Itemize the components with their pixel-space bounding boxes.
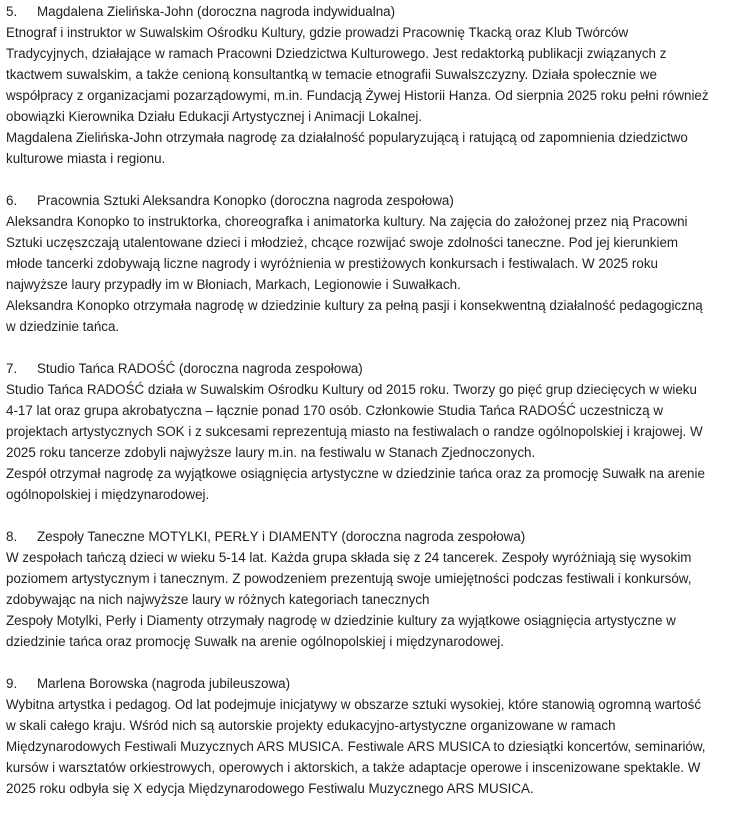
entry-text-line: kursów i warsztatów orkiestrowych, operowych i aktorskich, a także adaptacje operowe i inscenizowane spektakle. W: [6, 760, 701, 775]
entry-text-line: w dziedzinie tańca.: [6, 319, 120, 334]
entry-text-line: W zespołach tańczą dzieci w wieku 5-14 lat. Każda grupa składa się z 24 tancerek. Zespoły wyróżniają się wysokim: [6, 550, 692, 565]
entry-number: 5.: [6, 4, 18, 19]
entry-text-line: poziomem artystycznym i tanecznym. Z powodzeniem prezentują swoje umiejętności podczas festiwali i konkursów,: [6, 571, 692, 586]
entry-text-line: Aleksandra Konopko otrzymała nagrodę w dziedzinie kultury za pełną pasji i konsekwentną działalność pedagogiczną: [6, 298, 703, 313]
entry-text-line: Wybitna artystka i pedagog. Od lat podejmuje inicjatywy w obszarze sztuki wysokiej, które stanowią ogromną wartość: [6, 697, 702, 712]
entry-number: 6.: [6, 193, 18, 208]
award-entry: [6, 526, 746, 652]
entry-text-line: Studio Tańca RADOŚĆ działa w Suwalskim Ośrodku Kultury od 2015 roku. Tworzy go pięć grup dziecięcych w wieku: [6, 382, 697, 397]
entry-text-line: Sztuki uczęszczają utalentowane dzieci i młodzież, chcące rozwijać swoje zdolności taneczne. Pod jej kierunkiem: [6, 235, 679, 250]
entry-number: 7.: [6, 361, 18, 376]
entry-number: 9.: [6, 676, 18, 691]
entry-text-line: projektach artystycznych SOK i z sukcesami reprezentują miasto na festiwalach o randze ogólnopolskiej i krajowej. W: [6, 424, 703, 439]
entry-text-line: Zespoły Motylki, Perły i Diamenty otrzymały nagrodę w dziedzinie kultury za wyjątkowe osiągnięcia artystyczne w: [6, 613, 676, 628]
entry-text-line: ogólnopolskiej i międzynarodowej.: [6, 487, 210, 502]
entry-title: Studio Tańca RADOŚĆ (doroczna nagroda zespołowa): [37, 361, 363, 376]
entry-heading: [6, 1, 746, 22]
entry-text-line: tkactwem suwalskim, a także cenioną konsultantką w temacie etnografii Suwalszczyzny. Działa społecznie we: [6, 67, 657, 82]
entry-text-line: obowiązki Kierownika Działu Edukacji Artystycznej i Animacji Lokalnej.: [6, 109, 423, 124]
entry-text-line: Magdalena Zielińska-John otrzymała nagrodę za działalność popularyzującą i ratującą od zapomnienia dziedzictwo: [6, 130, 688, 145]
entry-heading: [6, 358, 746, 379]
entry-text-line: najwyższe laury przypadły im w Błoniach, Markach, Legionowie i Suwałkach.: [6, 277, 461, 292]
award-entry: [6, 190, 746, 337]
entry-text-line: zdobywając na nich najwyższe laury w różnych kategoriach tanecznych: [6, 592, 430, 607]
entry-text-line: Zespół otrzymał nagrodę za wyjątkowe osiągnięcia artystyczne w dziedzinie tańca oraz za promocję Suwałk na arenie: [6, 466, 705, 481]
entry-text-line: w skali całego kraju. Wśród nich są autorskie projekty edukacyjno-artystyczne organizowane w ramach: [6, 718, 616, 733]
entry-text-line: 2025 roku tancerze zdobyli najwyższe laury m.in. na festiwalu w Stanach Zjednoczonych.: [6, 445, 536, 460]
entry-text-line: Aleksandra Konopko to instruktorka, choreografka i animatorka kultury. Na zajęcia do założonej przez nią Pracowni: [6, 214, 688, 229]
award-entry: [6, 1, 746, 169]
entry-text-line: współpracy z organizacjami pozarządowymi, m.in. Fundacją Żywej Historii Hanza. Od sierpnia 2025 roku pełni również: [6, 88, 709, 103]
award-entry: [6, 673, 746, 799]
entry-heading: [6, 526, 746, 547]
entry-title: Magdalena Zielińska-John (doroczna nagroda indywidualna): [37, 4, 396, 19]
entry-text-line: 2025 roku odbyła się X edycja Międzynarodowego Festiwalu Muzycznego ARS MUSICA.: [6, 781, 534, 796]
award-entry: [6, 358, 746, 505]
entry-text-line: kulturowe miasta i regionu.: [6, 151, 166, 166]
entry-title: Pracownia Sztuki Aleksandra Konopko (doroczna nagroda zespołowa): [37, 193, 454, 208]
entry-text-line: dziedzinie tańca oraz promocję Suwałk na arenie ogólnopolskiej i międzynarodowej.: [6, 634, 504, 649]
entry-text-line: Etnograf i instruktor w Suwalskim Ośrodku Kultury, gdzie prowadzi Pracownię Tkacką oraz Klub Twórców: [6, 25, 629, 40]
entry-heading: [6, 673, 746, 694]
entry-text-line: Tradycyjnych, działające w ramach Pracowni Dziedzictwa Kulturowego. Jest redaktorką publikacji związanych z: [6, 46, 667, 61]
entry-text-line: 4-17 lat oraz grupa akrobatyczna – łącznie ponad 170 osób. Członkowie Studia Tańca RADOŚĆ uczestniczą w: [6, 403, 664, 418]
entry-title: Marlena Borowska (nagroda jubileuszowa): [37, 676, 291, 691]
entry-number: 8.: [6, 529, 18, 544]
entry-text-line: Międzynarodowych Festiwali Muzycznych ARS MUSICA. Festiwale ARS MUSICA to dziesiątki koncertów, seminariów,: [6, 739, 706, 754]
document-body: [6, 1, 746, 820]
entry-heading: [6, 190, 746, 211]
entry-text-line: młode tancerki zdobywają liczne nagrody i wyróżnienia w prestiżowych konkursach i festiwalach. W 2025 roku: [6, 256, 658, 271]
entry-title: Zespoły Taneczne MOTYLKI, PERŁY i DIAMENTY (doroczna nagroda zespołowa): [37, 529, 526, 544]
